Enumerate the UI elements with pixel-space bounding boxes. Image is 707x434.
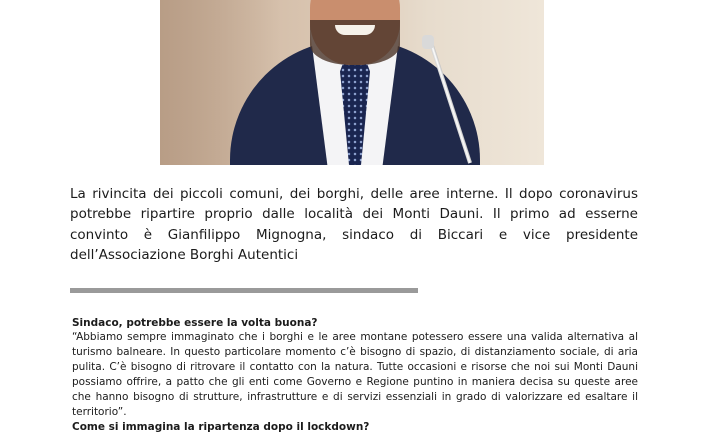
interview-question-1: Sindaco, potrebbe essere la volta buona? bbox=[72, 317, 318, 329]
photo-smile bbox=[335, 25, 375, 35]
portrait-photo bbox=[160, 0, 544, 165]
intro-paragraph: La rivincita dei piccoli comuni, dei borghi, delle aree interne. Il dopo coronavirus potrebbe ripartire proprio dalle località dei Monti Dauni. Il primo ad esserne convinto è Gianfilippo Mignogna, sindaco di Biccari e vice presidente dell’Associazione Borghi Autentici bbox=[70, 186, 638, 263]
interview-answer-1: “Abbiamo sempre immaginato che i borghi e le aree montane potessero essere una valida alternativa al turismo balneare. In questo particolare momento c’è bisogno di spazio, di distanziamento sociale, di aria pulita. C’è bisogno di ritrovare il contatto con la natura. Tutte occasioni e risorse che noi sui Monti Dauni possiamo offrire, a patto che gli enti come Governo e Regione puntino in maniera decisa su queste aree che hanno bisogno di strutture, infrastrutture e di servizi essenziali in grado di valorizzare ed esaltare il territorio”. bbox=[72, 331, 638, 418]
microphone-icon bbox=[422, 35, 434, 49]
interview-section bbox=[72, 316, 638, 434]
interview-question-2: Come si immagina la ripartenza dopo il lockdown? bbox=[72, 421, 370, 433]
section-divider bbox=[70, 288, 418, 293]
